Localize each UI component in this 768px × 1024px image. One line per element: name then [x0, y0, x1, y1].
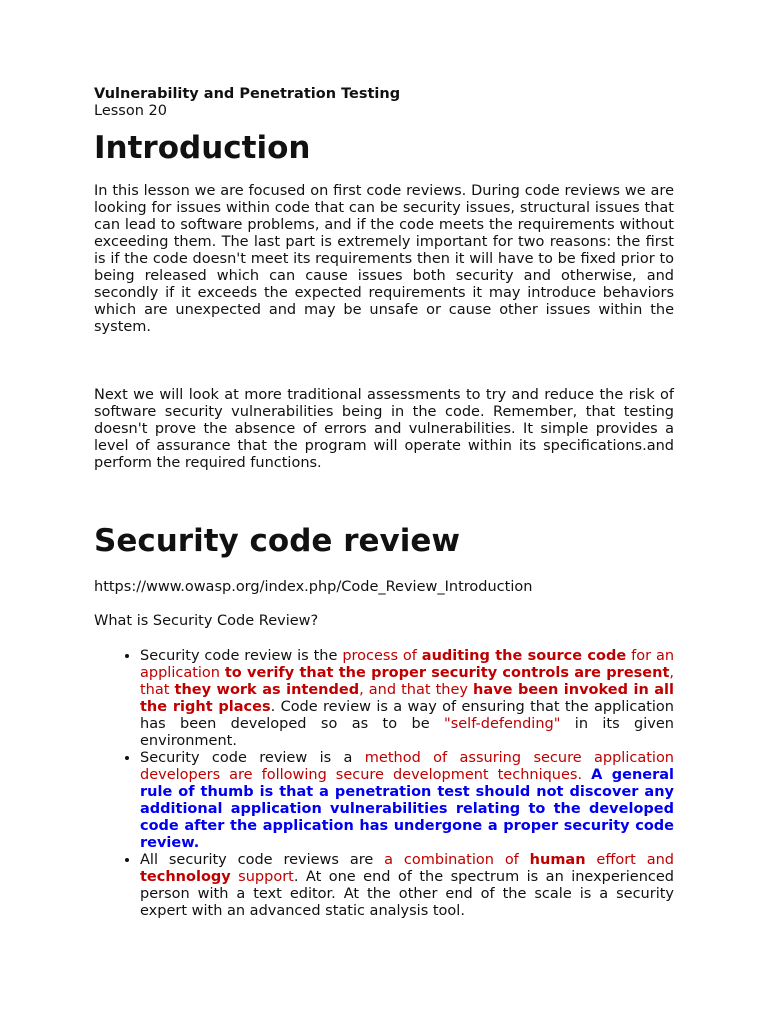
bullet-list [94, 648, 674, 920]
b3-human: human [529, 852, 586, 868]
b1-work-as-intended: they work as intended [174, 682, 360, 698]
bullet-item-2 [140, 750, 674, 852]
introduction-heading: Introduction [94, 130, 311, 166]
owasp-url: https://www.owasp.org/index.php/Code_Review_Introduction [94, 579, 533, 595]
b1-that: , that [140, 665, 674, 698]
b3-combination-of: a combination of [384, 852, 530, 868]
b1-verify-controls: to verify that the proper security controls are present [224, 665, 670, 681]
b1-and-that-they: , and that they [359, 682, 474, 698]
b3-technology: technology [140, 869, 231, 885]
lesson-number: Lesson 20 [94, 103, 167, 119]
document-page [94, 86, 674, 920]
b1-invoked-right-places: have been invoked in all the right places [140, 682, 674, 715]
intro-paragraph-2: Next we will look at more traditional assessments to try and reduce the risk of software security vulnerabilities being in the code. Remember, that testing doesn't prove the absence of errors and vulnerabilities. It simple provides a level of assurance that the program will operate within its specifications.and perform the required functions. [94, 387, 674, 471]
b2-rule-of-thumb: A general rule of thumb is that a penetration test should not discover any additional application vulnerabilities relating to the developed code after the application has undergone a proper security code review. [140, 767, 675, 851]
b1-self-defending: "self-defending" [444, 716, 561, 732]
intro-paragraph-1: In this lesson we are focused on first code reviews. During code reviews we are looking for issues within code that can be security issues, structural issues that can lead to software problems, and if the code meets the requirements without exceeding them. The last part is extremely important for two reasons: the first is if the code doesn't meet its requirements then it will have to be fixed prior to being released which can cause issues both security and otherwise, and secondly if it exceeds the expected requirements it may introduce behaviors which are unexpected and may be unsafe or cause other issues within the system. [94, 183, 674, 335]
b3-text: All security code reviews are [140, 852, 385, 868]
b1-text: Security code review is the [140, 648, 343, 664]
b2-text: Security code review is a [140, 750, 365, 766]
b3-text-end: . At one end of the spectrum is an inexperienced person with a text editor. At the other end of the scale is a security expert with an advanced static analysis tool. [140, 869, 674, 919]
b3-effort-and: effort and [585, 852, 674, 868]
b3-support: support [230, 869, 294, 885]
bullet-item-3 [140, 852, 674, 920]
section-question: What is Security Code Review? [94, 613, 319, 629]
b1-auditing-source-code: auditing the source code [421, 648, 627, 664]
b1-for-application: for an application [140, 648, 675, 681]
bullet-item-1 [140, 648, 674, 750]
security-code-review-heading: Security code review [94, 523, 461, 559]
b1-process-of: process of [342, 648, 422, 664]
b1-text-end: in its given environment. [140, 716, 674, 749]
b1-text-cont: . Code review is a way of ensuring that the application has been developed so as to be [140, 699, 674, 732]
b2-space [582, 767, 591, 783]
course-title: Vulnerability and Penetration Testing [94, 86, 401, 102]
b2-method-assuring: method of assuring secure application developers are following secure development techniques. [140, 750, 675, 783]
